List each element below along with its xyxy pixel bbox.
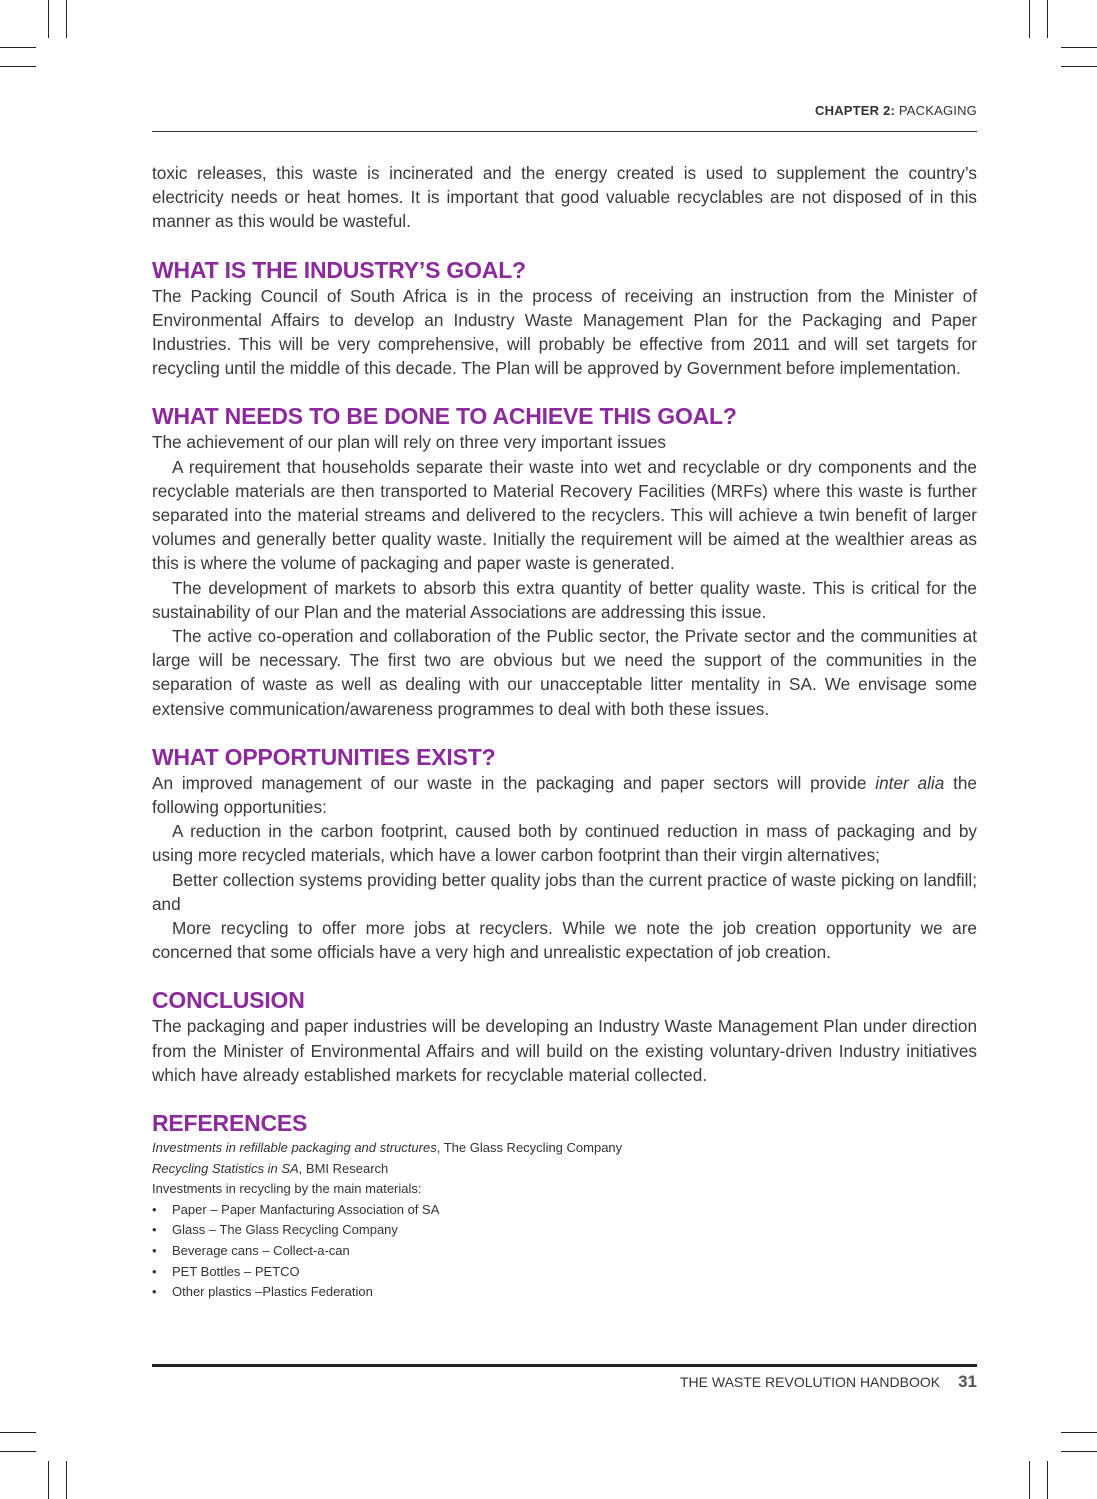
paragraph: The packaging and paper industries will be developing an Industry Waste Management Plan under direction from the Minister of Environmental Affairs and will build on the existing voluntary-driven Industry initiatives which have already established markets for recyclable material collected. [152,1016,977,1085]
intro-paragraph: toxic releases, this waste is incinerated and the energy created is used to supplement the country’s electricity needs or heat homes. It is important that good valuable recyclables are not disposed of in this manner as this would be wasteful. [152,163,977,232]
references-list [152,1138,977,1303]
paragraph: The development of markets to absorb this extra quantity of better quality waste. This is critical for the sustainability of our Plan and the material Associations are addressing this issue. [152,577,977,622]
paragraph: Better collection systems providing better quality jobs than the current practice of waste picking on landfill; and [152,869,977,914]
paragraph: More recycling to offer more jobs at recyclers. While we note the job creation opportunity we are concerned that some officials have a very high and unrealistic expectation of job creation. [152,918,977,963]
reference-item: Recycling Statistics in SA, BMI Research [152,1160,389,1176]
reference-bullet: • Other plastics –Plastics Federation [152,1284,373,1300]
paragraph: The Packing Council of South Africa is in the process of receiving an instruction from the Minister of Environmental Affairs to develop an Industry Waste Management Plan for the Packaging and Paper Industries. This will be very comprehensive, will probably be effective from 2011 and will set targets for recycling until the middle of this decade. The Plan will be approved by Government before implementation. [152,285,977,379]
chapter-label: CHAPTER 2: [815,103,896,118]
heading-opportunities: WHAT OPPORTUNITIES EXIST? [152,743,496,770]
reference-item: Investments in refillable packaging and structures, The Glass Recycling Company [152,1140,623,1156]
page-number: 31 [958,1372,977,1391]
chapter-title: PACKAGING [895,103,977,118]
running-footer [152,1372,977,1392]
paragraph: An improved management of our waste in the packaging and paper sectors will provide inter alia the following opportunities: [152,772,977,818]
heading-conclusion: CONCLUSION [152,987,305,1014]
reference-item: Investments in recycling by the main materials: [152,1181,422,1197]
running-header [152,103,977,118]
book-title: THE WASTE REVOLUTION HANDBOOK [680,1374,941,1390]
paragraph: The active co-operation and collaboration of the Public sector, the Private sector and the communities at large will be necessary. The first two are obvious but we need the support of the communities in the separation of waste as well as dealing with our unacceptable litter mentality in SA. We envisage some extensive communication/awareness programmes to deal with both these issues. [152,626,977,719]
reference-bullet: • PET Bottles – PETCO [152,1263,300,1279]
page-body [152,161,977,1303]
paragraph: A reduction in the carbon footprint, caused both by continued reduction in mass of packaging and by using more recycled materials, which have a lower carbon footprint than their virgin alternatives; [152,821,977,866]
reference-bullet: • Beverage cans – Collect-a-can [152,1243,350,1259]
heading-industry-goal: WHAT IS THE INDUSTRY’S GOAL? [152,256,526,283]
reference-bullet: • Paper – Paper Manfacturing Association of SA [152,1201,440,1217]
heading-achieve-goal: WHAT NEEDS TO BE DONE TO ACHIEVE THIS GOAL? [152,403,737,430]
header-rule [152,131,977,132]
footer-rule [152,1364,977,1367]
heading-references: REFERENCES [152,1110,308,1137]
reference-bullet: • Glass – The Glass Recycling Company [152,1222,398,1238]
paragraph: A requirement that households separate their waste into wet and recyclable or dry components and the recyclable materials are then transported to Material Recovery Facilities (MRFs) where this waste is further separated into the material streams and delivered to the recyclers. This will achieve a twin benefit of larger volumes and generally better quality waste. Initially the requirement will be aimed at the wealthier areas as this is where the volume of packaging and paper waste is generated. [152,456,977,574]
paragraph: The achievement of our plan will rely on three very important issues [152,432,666,453]
